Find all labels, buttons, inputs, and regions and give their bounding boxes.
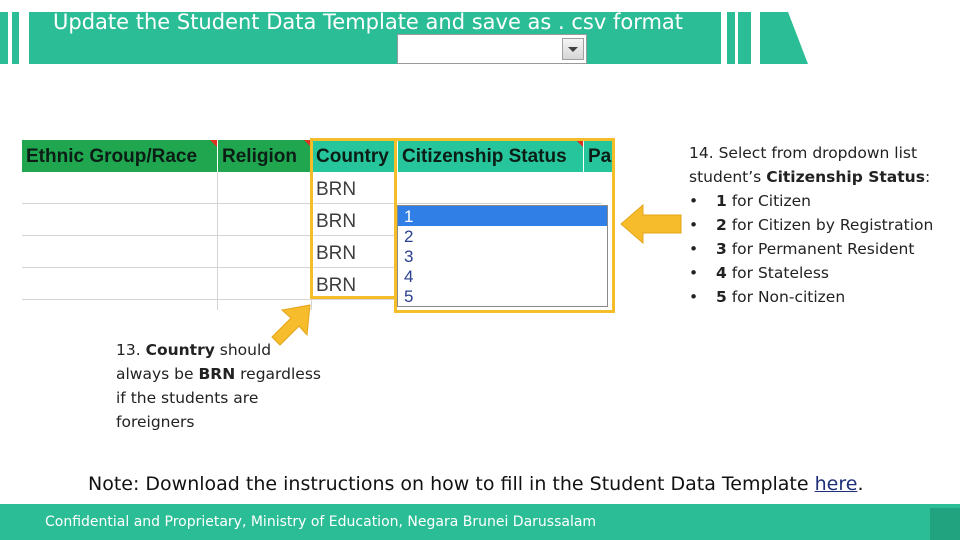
instruction-mid: should always be	[116, 341, 272, 383]
code-number: 4	[716, 264, 727, 282]
citizenship-code-list	[689, 189, 951, 309]
note-period: .	[857, 473, 864, 495]
code-number: 5	[716, 288, 727, 306]
code-number: 2	[716, 216, 727, 234]
country-instruction-text	[116, 338, 326, 434]
list-item	[689, 213, 951, 237]
country-cell[interactable]: BRN	[316, 179, 357, 200]
header-label: Religion	[222, 146, 297, 167]
step-number: 13.	[116, 341, 146, 359]
list-item	[689, 189, 951, 213]
list-item	[689, 237, 951, 261]
dropdown-options-list	[397, 205, 608, 307]
code-label: for Non-citizen	[726, 288, 846, 306]
list-item	[689, 285, 951, 309]
code-number: 3	[716, 240, 727, 258]
intro-text: 14. Select from dropdown list student’s	[689, 144, 918, 186]
dropdown-option-4[interactable]: 4	[404, 267, 414, 286]
footer-decor	[930, 508, 960, 540]
header-label: Ethnic Group/Race	[26, 146, 198, 167]
banner-decor-left	[0, 12, 19, 64]
citizenship-status-dropdown[interactable]	[397, 34, 587, 64]
footer-bar	[0, 504, 960, 540]
instruction-suffix: regardless if the students are foreigners	[116, 365, 321, 431]
grid-line	[217, 172, 218, 310]
country-cell[interactable]: BRN	[316, 211, 357, 232]
header-label: Country	[316, 146, 389, 167]
intro-bold: Citizenship Status	[766, 168, 925, 186]
footer-text: Confidential and Proprietary, Ministry of Education, Negara Brunei Darussalam	[45, 514, 597, 530]
header-religion	[218, 140, 311, 172]
intro-colon: :	[924, 168, 931, 186]
code-label: for Citizen	[726, 192, 811, 210]
dropdown-option-5[interactable]: 5	[404, 287, 414, 306]
country-cell[interactable]: BRN	[316, 275, 357, 296]
code-label: for Citizen by Registration	[726, 216, 934, 234]
header-label: Pa	[588, 146, 612, 167]
slide-title: Update the Student Data Template and save as . csv format	[53, 10, 684, 34]
banner-decor-right	[727, 12, 751, 64]
dropdown-option-2[interactable]: 2	[404, 227, 414, 246]
list-item	[689, 261, 951, 285]
dropdown-arrow-icon[interactable]	[562, 38, 584, 60]
header-ethnic-group	[22, 140, 217, 172]
country-instructions	[116, 338, 326, 434]
left-arrow-icon	[620, 203, 682, 245]
bold-brn: BRN	[198, 365, 236, 383]
citizenship-intro	[689, 141, 951, 189]
code-label: for Stateless	[726, 264, 829, 282]
bold-country: Country	[145, 341, 215, 359]
header-label: Citizenship Status	[402, 146, 567, 167]
dropdown-option-1[interactable]: 1	[398, 206, 607, 226]
country-highlight	[310, 138, 397, 299]
banner-decor-chevron	[760, 12, 808, 64]
dropdown-option-3[interactable]: 3	[404, 247, 414, 266]
note-text: Note: Download the instructions on how to fill in the Student Data Template	[88, 473, 815, 495]
code-label: for Permanent Resident	[726, 240, 915, 258]
code-number: 1	[716, 192, 727, 210]
download-note	[88, 471, 928, 497]
citizenship-instructions	[689, 141, 951, 309]
country-cell[interactable]: BRN	[316, 243, 357, 264]
here-link[interactable]: here	[814, 473, 858, 495]
